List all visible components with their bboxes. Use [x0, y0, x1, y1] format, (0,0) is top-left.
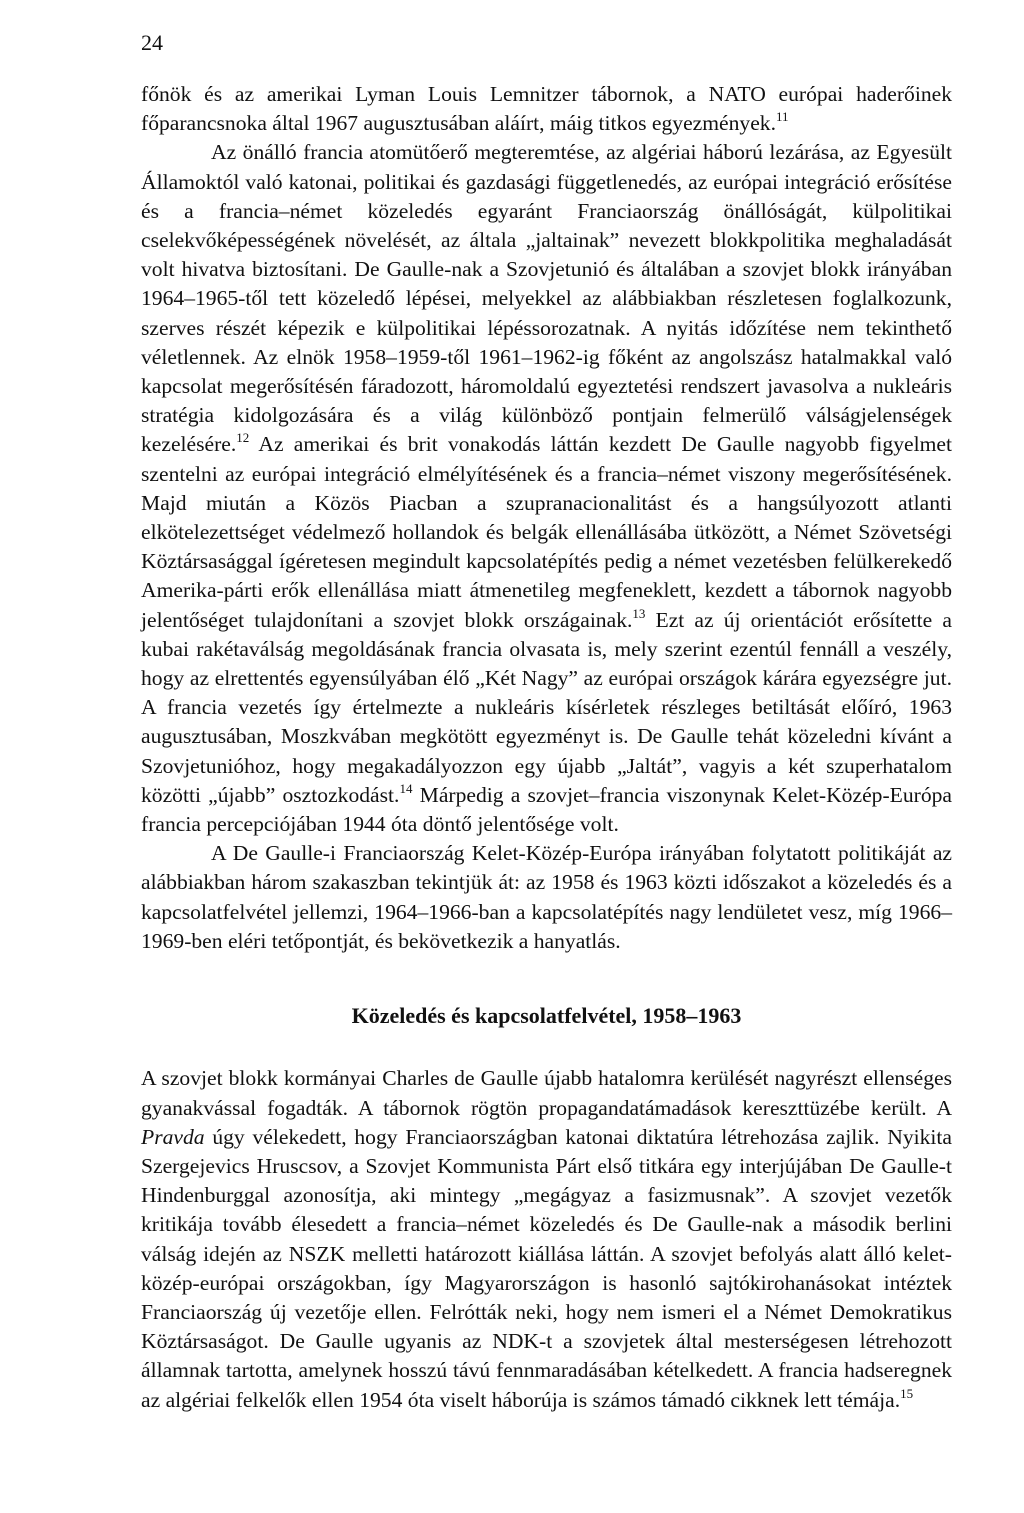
paragraph	[141, 839, 952, 956]
paragraph-continued	[141, 80, 952, 138]
paragraph-text: Az amerikai és brit vonakodás láttán kezdett De Gaulle nagyobb figyelmet szentelni az európai integráció elmélyítésének és a francia–német viszony megerősítésének. Majd miután a Közös Piacban a szupranacionalitást és a hangsúlyozott atlanti elkötelezettséget védelmező hollandok és belgák ellenállásába ütközött, a Német Szövetségi Köztársasággal ígéretesen megindult kapcsolatépítés pedig a német vezetésben felülkerekedő Amerika-párti erők ellenállása miatt átmenetileg megfeneklett, kezdett a tábornok nagyobb jelentőséget tulajdonítani a szovjet blokk országainak.	[141, 432, 952, 632]
page-number: 24	[141, 30, 163, 55]
footnote-marker: 12	[236, 430, 250, 446]
paragraph-text: főnök és az amerikai Lyman Louis Lemnitzer tábornok, a NATO európai haderőinek főparancsnoka által 1967 augusztusában aláírt, máig titkos egyezmények.	[141, 82, 952, 136]
paragraph-text: Márpedig a szovjet–francia viszonynak Kelet-Közép-Európa francia percepciójában 1944 óta döntő jelentősége volt.	[141, 782, 952, 837]
paragraph	[141, 138, 952, 839]
paragraph	[141, 1064, 952, 1414]
footnote-marker: 14	[399, 780, 413, 796]
paragraph-text: Ezt az új orientációt erősítette a kubai rakétaválság megoldásának francia olvasata is, mely szerint ezentúl fennáll a veszély, hogy az elrettentés egyensúlyában élő „Két Nagy” az európai országok kárára egyezségre jut. A francia vezetés így értelmezte a nukleáris kísérletek részleges betiltását előíró, 1963 augusztusában, Moszkvában megkötött egyezményt is. De Gaulle tehát közeledni kívánt a Szovjetunióhoz, hogy megakadályozzon egy újabb „Jaltát”, vagyis a két szuperhatalom közötti „újabb” osztozkodást.	[141, 607, 952, 807]
page-body	[141, 80, 952, 1415]
footnote-marker: 15	[900, 1385, 914, 1401]
section-heading: Közeledés és kapcsolatfelvétel, 1958–1963	[351, 1003, 742, 1029]
paragraph-text: Az önálló francia atomütőerő megteremtése, az algériai háború lezárása, az Egyesült Államoktól való katonai, politikai és gazdasági függetlenedés, az európai integráció erősítése és a francia–német közeledés egyaránt Franciaország önállóságát, külpolitikai cselekvőképességének növelését, az általa „jaltainak” nevezett blokkpolitika meghaladását volt hivatva biztosítani. De Gaulle-nak a Szovjetunió és általában a szovjet blokk irányában 1964–1965-től tett közeledő lépései, melyekkel az alábbiakban részletesen foglalkozunk, szerves részét képezik e külpolitikai lépéssorozatnak. A nyitás időzítése nem tekinthető véletlennek. Az elnök 1958–1959-től 1961–1962-ig főként az angolszász hatalmakkal való kapcsolat megerősítésén fáradozott, háromoldalú egyeztetési rendszert javasolva a nukleáris stratégia kidolgozására és a világ különböző pontjain felmerülő válságjelenségek kezelésére.	[141, 140, 952, 457]
paragraph-text: A szovjet blokk kormányai Charles de Gaulle újabb hatalomra kerülését nagyrészt ellenséges gyanakvással fogadták. A tábornok rögtön propagandatámadások kereszttüzébe került. A	[141, 1066, 952, 1120]
footnote-marker: 13	[632, 605, 646, 621]
paragraph-text: úgy vélekedett, hogy Franciaországban katonai diktatúra létrehozása zajlik. Nyikita Szergejevics Hruscsov, a Szovjet Kommunista Párt első titkára egy interjújában De Gaulle-t Hindenburggal azonosítja, aki mintegy „megágyaz a fasizmusnak”. A szovjet vezetők kritikája tovább élesedett a francia–német közeledés és De Gaulle-nak a második berlini válság idején az NSZK melletti határozott kiállása láttán. A szovjet befolyás alatt álló kelet-közép-európai országokban, így Magyarországon is hasonló sajtókirohanásokat intéztek Franciaország új vezetője ellen. Felrótták neki, hogy nem ismeri el a Német Demokratikus Köztársaságot. De Gaulle ugyanis az NDK-t a szovjetek által mesterségesen létrehozott államnak tartotta, amelynek hosszú távú fennmaradásában kételkedett. A francia hadseregnek az algériai felkelők ellen 1954 óta viselt háborúja is számos támadó cikknek lett témája.	[141, 1124, 952, 1412]
italic-title: Pravda	[141, 1124, 205, 1149]
footnote-marker: 11	[776, 109, 789, 125]
paragraph-text: A De Gaulle-i Franciaország Kelet-Közép-Európa irányában folytatott politikáját az alábbiakban három szakaszban tekintjük át: az 1958 és 1963 közti időszakot a közeledés és a kapcsolatfelvétel jellemzi, 1964–1966-ban a kapcsolatépítés nagy lendületet vesz, míg 1966–1969-ben eléri tetőpontját, és bekövetkezik a hanyatlás.	[141, 841, 952, 953]
